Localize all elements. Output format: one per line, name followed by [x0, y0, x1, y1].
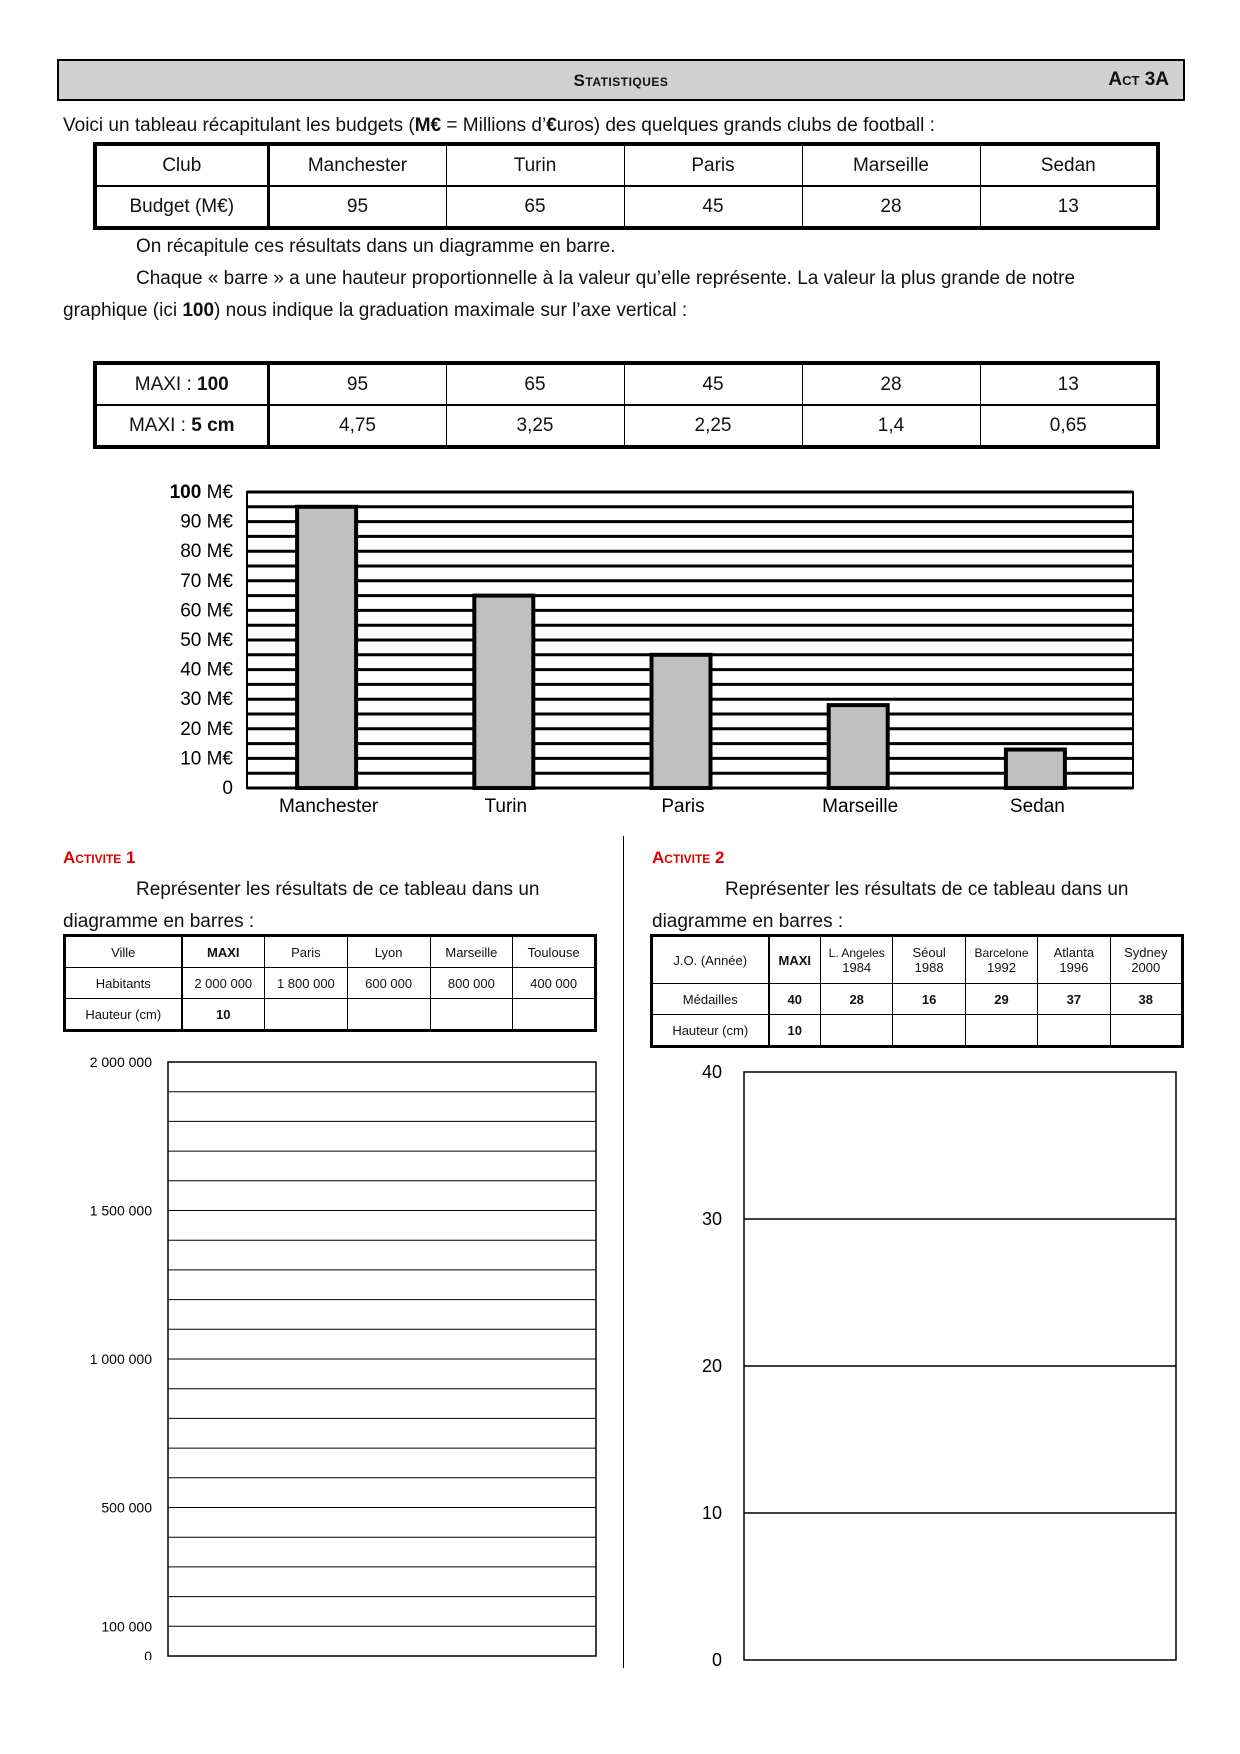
para-explanation-line2	[63, 297, 687, 325]
activity1-blank-chart	[60, 1040, 610, 1660]
table-row	[95, 144, 1158, 186]
scale-label: MAXI :	[128, 414, 192, 436]
table-cell: Marseille	[802, 144, 980, 186]
y-tick-label: 0	[711, 1650, 722, 1670]
table-cell: 1 800 000	[265, 968, 348, 999]
para-post: ) nous indique la graduation maximale sur l’axe vertical :	[214, 300, 688, 321]
bar-marseille	[829, 705, 888, 788]
activity2-instruction-line1: Représenter les résultats de ce tableau dans un	[725, 879, 1129, 900]
table-cell: Sedan	[980, 144, 1158, 186]
table-row	[95, 363, 1158, 405]
x-tick-label: Paris	[661, 796, 705, 817]
bar-manchester	[297, 507, 356, 788]
table-cell: 65	[446, 363, 624, 405]
y-tick-label: 80 M€	[180, 541, 233, 563]
table-cell[interactable]	[265, 999, 348, 1031]
table-row	[65, 968, 596, 999]
y-tick-label: 1 000 000	[89, 1351, 152, 1367]
activity2-title: Activite 2	[652, 848, 725, 867]
olympic-city: Barcelone	[974, 945, 1029, 960]
y-tick-label: 40	[701, 1062, 722, 1082]
table-cell: Turin	[446, 144, 624, 186]
y-tick-label: 40 M€	[180, 659, 233, 681]
activity2-blank-chart	[650, 1050, 1190, 1680]
y-tick-label: 10	[701, 1503, 722, 1523]
olympic-city: Sydney	[1124, 945, 1168, 960]
column-divider	[623, 836, 624, 1668]
page-header	[57, 59, 1185, 101]
y-tick-label: 70 M€	[180, 570, 233, 592]
table-cell: Paris	[624, 144, 802, 186]
intro-bold-euro: €	[546, 115, 557, 136]
olympic-city: Atlanta	[1053, 945, 1095, 960]
table-cell[interactable]	[347, 999, 430, 1031]
table-cell[interactable]	[430, 999, 513, 1031]
table-cell: 38	[1110, 984, 1182, 1015]
table-cell: Hauteur (cm)	[65, 999, 182, 1031]
table-cell: 600 000	[347, 968, 430, 999]
table-cell: Ville	[65, 936, 182, 968]
bar-paris	[652, 655, 711, 788]
table-row	[65, 999, 596, 1031]
y-tick-label: 50 M€	[180, 630, 233, 651]
y-tick-label: 20 M€	[180, 718, 233, 740]
table-row	[65, 936, 596, 968]
scale-label: MAXI :	[134, 373, 198, 395]
table-cell[interactable]	[1038, 1015, 1110, 1047]
table-cell: 28	[802, 363, 980, 405]
olympic-city: L. Angeles	[828, 945, 885, 960]
table-cell: 13	[980, 186, 1158, 228]
table-cell	[965, 936, 1037, 984]
table-row	[95, 405, 1158, 447]
table-cell[interactable]	[821, 1015, 893, 1047]
x-tick-label: Turin	[484, 796, 528, 817]
table-cell: 13	[980, 363, 1158, 405]
table-row	[652, 984, 1183, 1015]
table-cell: J.O. (Année)	[652, 936, 769, 984]
table-cell: 2 000 000	[182, 968, 265, 999]
table-cell: 10	[769, 1015, 821, 1047]
table-cell: 95	[268, 363, 446, 405]
table-cell: 28	[802, 186, 980, 228]
scale-table	[93, 361, 1160, 449]
table-cell[interactable]	[1110, 1015, 1182, 1047]
x-tick-label: Manchester	[278, 796, 379, 817]
activity-code: Act 3A	[1108, 69, 1169, 90]
table-cell: 45	[624, 186, 802, 228]
y-tick-label: 20	[701, 1356, 722, 1376]
budget-bar-chart	[0, 470, 1240, 820]
y-tick-label: 100 000	[101, 1618, 152, 1635]
table-cell: Médailles	[652, 984, 769, 1015]
activity2-table	[650, 934, 1184, 1048]
intro-pre: Voici un tableau récapitulant les budgets (	[63, 115, 415, 136]
activity1-title: Activite 1	[63, 848, 136, 867]
table-cell: MAXI	[769, 936, 821, 984]
table-cell: 4,75	[268, 405, 446, 447]
table-cell	[95, 363, 268, 405]
table-cell	[95, 405, 268, 447]
intro-mid: = Millions d’	[441, 115, 547, 136]
table-cell: 45	[624, 363, 802, 405]
y-tick-label: 2 000 000	[89, 1054, 152, 1070]
y-tick-label: 30	[701, 1209, 722, 1229]
olympic-year: 1992	[987, 959, 1016, 975]
table-cell: 29	[965, 984, 1037, 1015]
table-cell: Budget (M€)	[95, 186, 268, 228]
intro-post: uros) des quelques grands clubs de football :	[556, 115, 935, 136]
table-cell: Marseille	[430, 936, 513, 968]
activity1-instruction-line2: diagramme en barres :	[63, 911, 255, 932]
table-cell: 65	[446, 186, 624, 228]
para-pre: graphique (ici	[63, 300, 183, 321]
table-cell: 40	[769, 984, 821, 1015]
para-summary: On récapitule ces résultats dans un diagramme en barre.	[136, 236, 616, 257]
table-cell[interactable]	[965, 1015, 1037, 1047]
y-tick-label: 0	[222, 778, 233, 799]
table-cell: 95	[268, 186, 446, 228]
table-cell: MAXI	[182, 936, 265, 968]
table-cell: 1,4	[802, 405, 980, 447]
activity1-instruction-line1: Représenter les résultats de ce tableau dans un	[136, 879, 540, 900]
y-tick-label: 1 500 000	[89, 1202, 152, 1219]
table-cell	[821, 936, 893, 984]
table-cell	[1038, 936, 1110, 984]
activity2-instruction-line2: diagramme en barres :	[652, 911, 844, 932]
y-tick-label: 30 M€	[180, 689, 233, 711]
table-cell[interactable]	[513, 999, 596, 1031]
table-cell: 28	[821, 984, 893, 1015]
bar-sedan	[1006, 750, 1065, 788]
y-tick-label: 60 M€	[180, 600, 233, 622]
table-cell: 16	[893, 984, 965, 1015]
table-cell	[893, 936, 965, 984]
table-cell: Habitants	[65, 968, 182, 999]
table-cell: Toulouse	[513, 936, 596, 968]
table-cell: Lyon	[347, 936, 430, 968]
para-bold-100: 100	[182, 300, 215, 321]
scale-label-bold: 100	[197, 373, 229, 395]
page-title: Statistiques	[573, 71, 669, 90]
budget-table	[93, 142, 1160, 230]
table-cell: 2,25	[624, 405, 802, 447]
table-cell: Club	[95, 144, 268, 186]
table-cell: 37	[1038, 984, 1110, 1015]
table-row	[95, 186, 1158, 228]
olympic-year: 1984	[842, 959, 872, 975]
table-cell	[1110, 936, 1182, 984]
intro-text	[63, 112, 935, 140]
para-explanation-line1: Chaque « barre » a une hauteur proportionnelle à la valeur qu’elle représente. La valeur la plus grande de notre	[136, 268, 1076, 289]
table-row	[652, 936, 1183, 984]
x-tick-label: Marseille	[822, 796, 899, 817]
table-cell: Manchester	[268, 144, 446, 186]
y-tick-label: 0	[144, 1648, 152, 1660]
bar-turin	[474, 596, 533, 788]
x-tick-label: Sedan	[1009, 796, 1065, 817]
y-tick-label: 10 M€	[180, 748, 233, 770]
olympic-year: 1996	[1059, 960, 1089, 975]
activity1-table	[63, 934, 597, 1032]
table-cell: Paris	[265, 936, 348, 968]
table-cell: 10	[182, 999, 265, 1031]
y-tick-label: 90 M€	[180, 511, 233, 533]
y-tick-label: 500 000	[101, 1499, 152, 1516]
table-cell: 400 000	[513, 968, 596, 999]
olympic-year: 2000	[1131, 960, 1161, 975]
scale-label-bold: 5 cm	[191, 414, 235, 436]
table-cell[interactable]	[893, 1015, 965, 1047]
y-tick-label: 100 M€	[169, 482, 233, 503]
table-cell: 0,65	[980, 405, 1158, 447]
intro-bold-meur: M€	[414, 115, 442, 136]
olympic-year: 1988	[914, 960, 944, 975]
table-row	[652, 1015, 1183, 1047]
table-cell: Hauteur (cm)	[652, 1015, 769, 1047]
table-cell: 800 000	[430, 968, 513, 999]
olympic-city: Séoul	[912, 945, 946, 960]
table-cell: 3,25	[446, 405, 624, 447]
